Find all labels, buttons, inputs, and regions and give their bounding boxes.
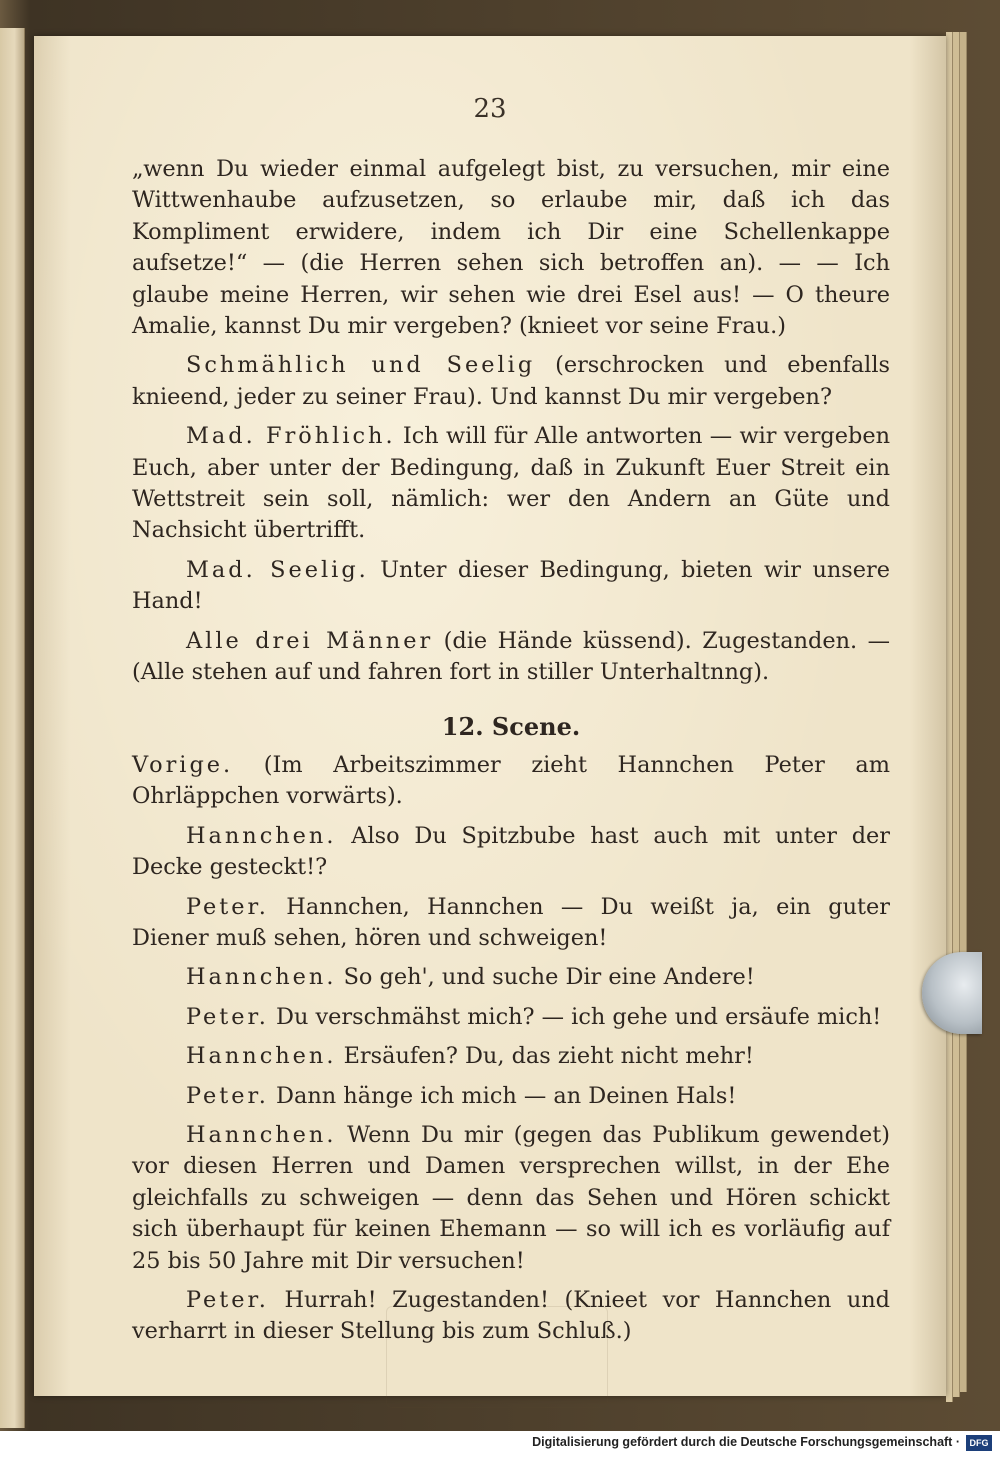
funding-credit: Digitalisierung gefördert durch die Deutsche Forschungsgemeinschaft · [532,1435,960,1449]
scene-heading: 12. Scene. [441,711,581,741]
speech-text: So geh', und suche Dir eine Andere! [336,964,755,991]
paragraph: „wenn Du wieder einmal aufgelegt bist, zu versuchen, mir eine Wittwenhaube aufzusetzen, so erlaube mir, daß ich das Kompliment erwidere, indem ich Dir eine Schellenkappe aufsetze!“ — (die Herren sehen sich betroffen an). — — Ich glaube meine Herren, wir sehen wie drei Esel aus! — O theure Amalie, kannst Du mir vergeben? (knieet vor seine Frau.) [132,156,890,340]
speech-text: Also Du Spitzbube hast auch mit unter der Decke gesteckt!? [132,822,890,881]
speech-text: (erschrocken und ebenfalls knieend, jeder zu seiner Frau). Und kannst Du mir vergeben? [132,352,890,410]
paragraph [132,1041,890,1072]
speech-text: Hannchen, Hannchen — Du weißt ja, ein guter Diener muß sehen, hören und schweigen! [132,893,890,951]
speaker-name: Hannchen. [186,1043,337,1070]
paragraph [132,1285,890,1348]
speaker-name: Vorige. [132,751,234,778]
speaker-name: Mad. Seelig. [186,556,369,583]
footer-bar [0,1431,1000,1457]
speaker-name: Hannchen. [186,1121,337,1148]
book-page [34,36,946,1396]
speaker-name: Hannchen. [186,822,337,849]
paragraph [132,1002,890,1033]
speech-text: Dann hänge ich mich — an Deinen Hals! [268,1082,737,1109]
speaker-name: Alle drei Männer [186,627,434,654]
dfg-logo-icon: DFG [966,1435,992,1451]
speech-text: Hurrah! Zugestanden! (Knieet vor Hannchen und verharrt in dieser Stellung bis zum Schluß.) [132,1287,890,1345]
speech-text: (die Hände küssend). Zugestanden. — (Alle stehen auf und fahren fort in stiller Unterhaltnng). [132,627,891,686]
speaker-name: Hannchen. [186,964,337,991]
page-number: 23 [473,94,507,124]
page-edge [953,32,960,1397]
speech-text: Wenn Du mir (gegen das Publikum gewendet) vor diesen Herren und Damen versprechen willst, in der Ehe gleichfalls zu schweigen — denn das Sehen und Hören schickt sich überhaupt für keinen Ehemann — so will ich es vorläufig auf 25 bis 50 Jahre mit Dir versuchen! [132,1121,890,1274]
paragraph [132,962,890,993]
speech-text: Du verschmähst mich? — ich gehe und ersäufe mich! [268,1003,882,1030]
page-text [132,154,890,1356]
paragraph [132,626,890,689]
paragraph [132,1120,890,1277]
speech-text: Unter dieser Bedingung, bieten wir unsere Hand! [132,556,890,615]
page-edge [946,32,953,1402]
speech-text: Ersäufen? Du, das zieht nicht mehr! [336,1043,754,1070]
paragraph [132,555,890,618]
left-page-edge [0,28,25,1428]
speaker-name: Schmählich und Seelig [186,352,536,379]
speaker-name: Peter. [186,893,269,920]
paragraph [132,821,890,884]
paragraph [132,750,890,813]
paragraph [132,892,890,955]
paragraph [132,1081,890,1112]
paragraph [132,350,890,413]
speaker-name: Mad. Fröhlich. [186,423,396,450]
speaker-name: Peter. [186,1287,269,1313]
paragraph [132,421,890,547]
speaker-name: Peter. [186,1082,269,1109]
speaker-name: Peter. [186,1003,269,1030]
stage-direction: (Im Arbeitszimmer zieht Hannchen Peter am Ohrläppchen vorwärts). [132,751,890,810]
page-edge [960,32,967,1392]
speech-text: Ich will für Alle antworten — wir vergeben Euch, aber unter der Bedingung, daß in Zukunft Euer Streit ein Wettstreit sein soll, nämlich: wer den Andern an Güte und Nachsicht übertrifft. [132,423,890,544]
